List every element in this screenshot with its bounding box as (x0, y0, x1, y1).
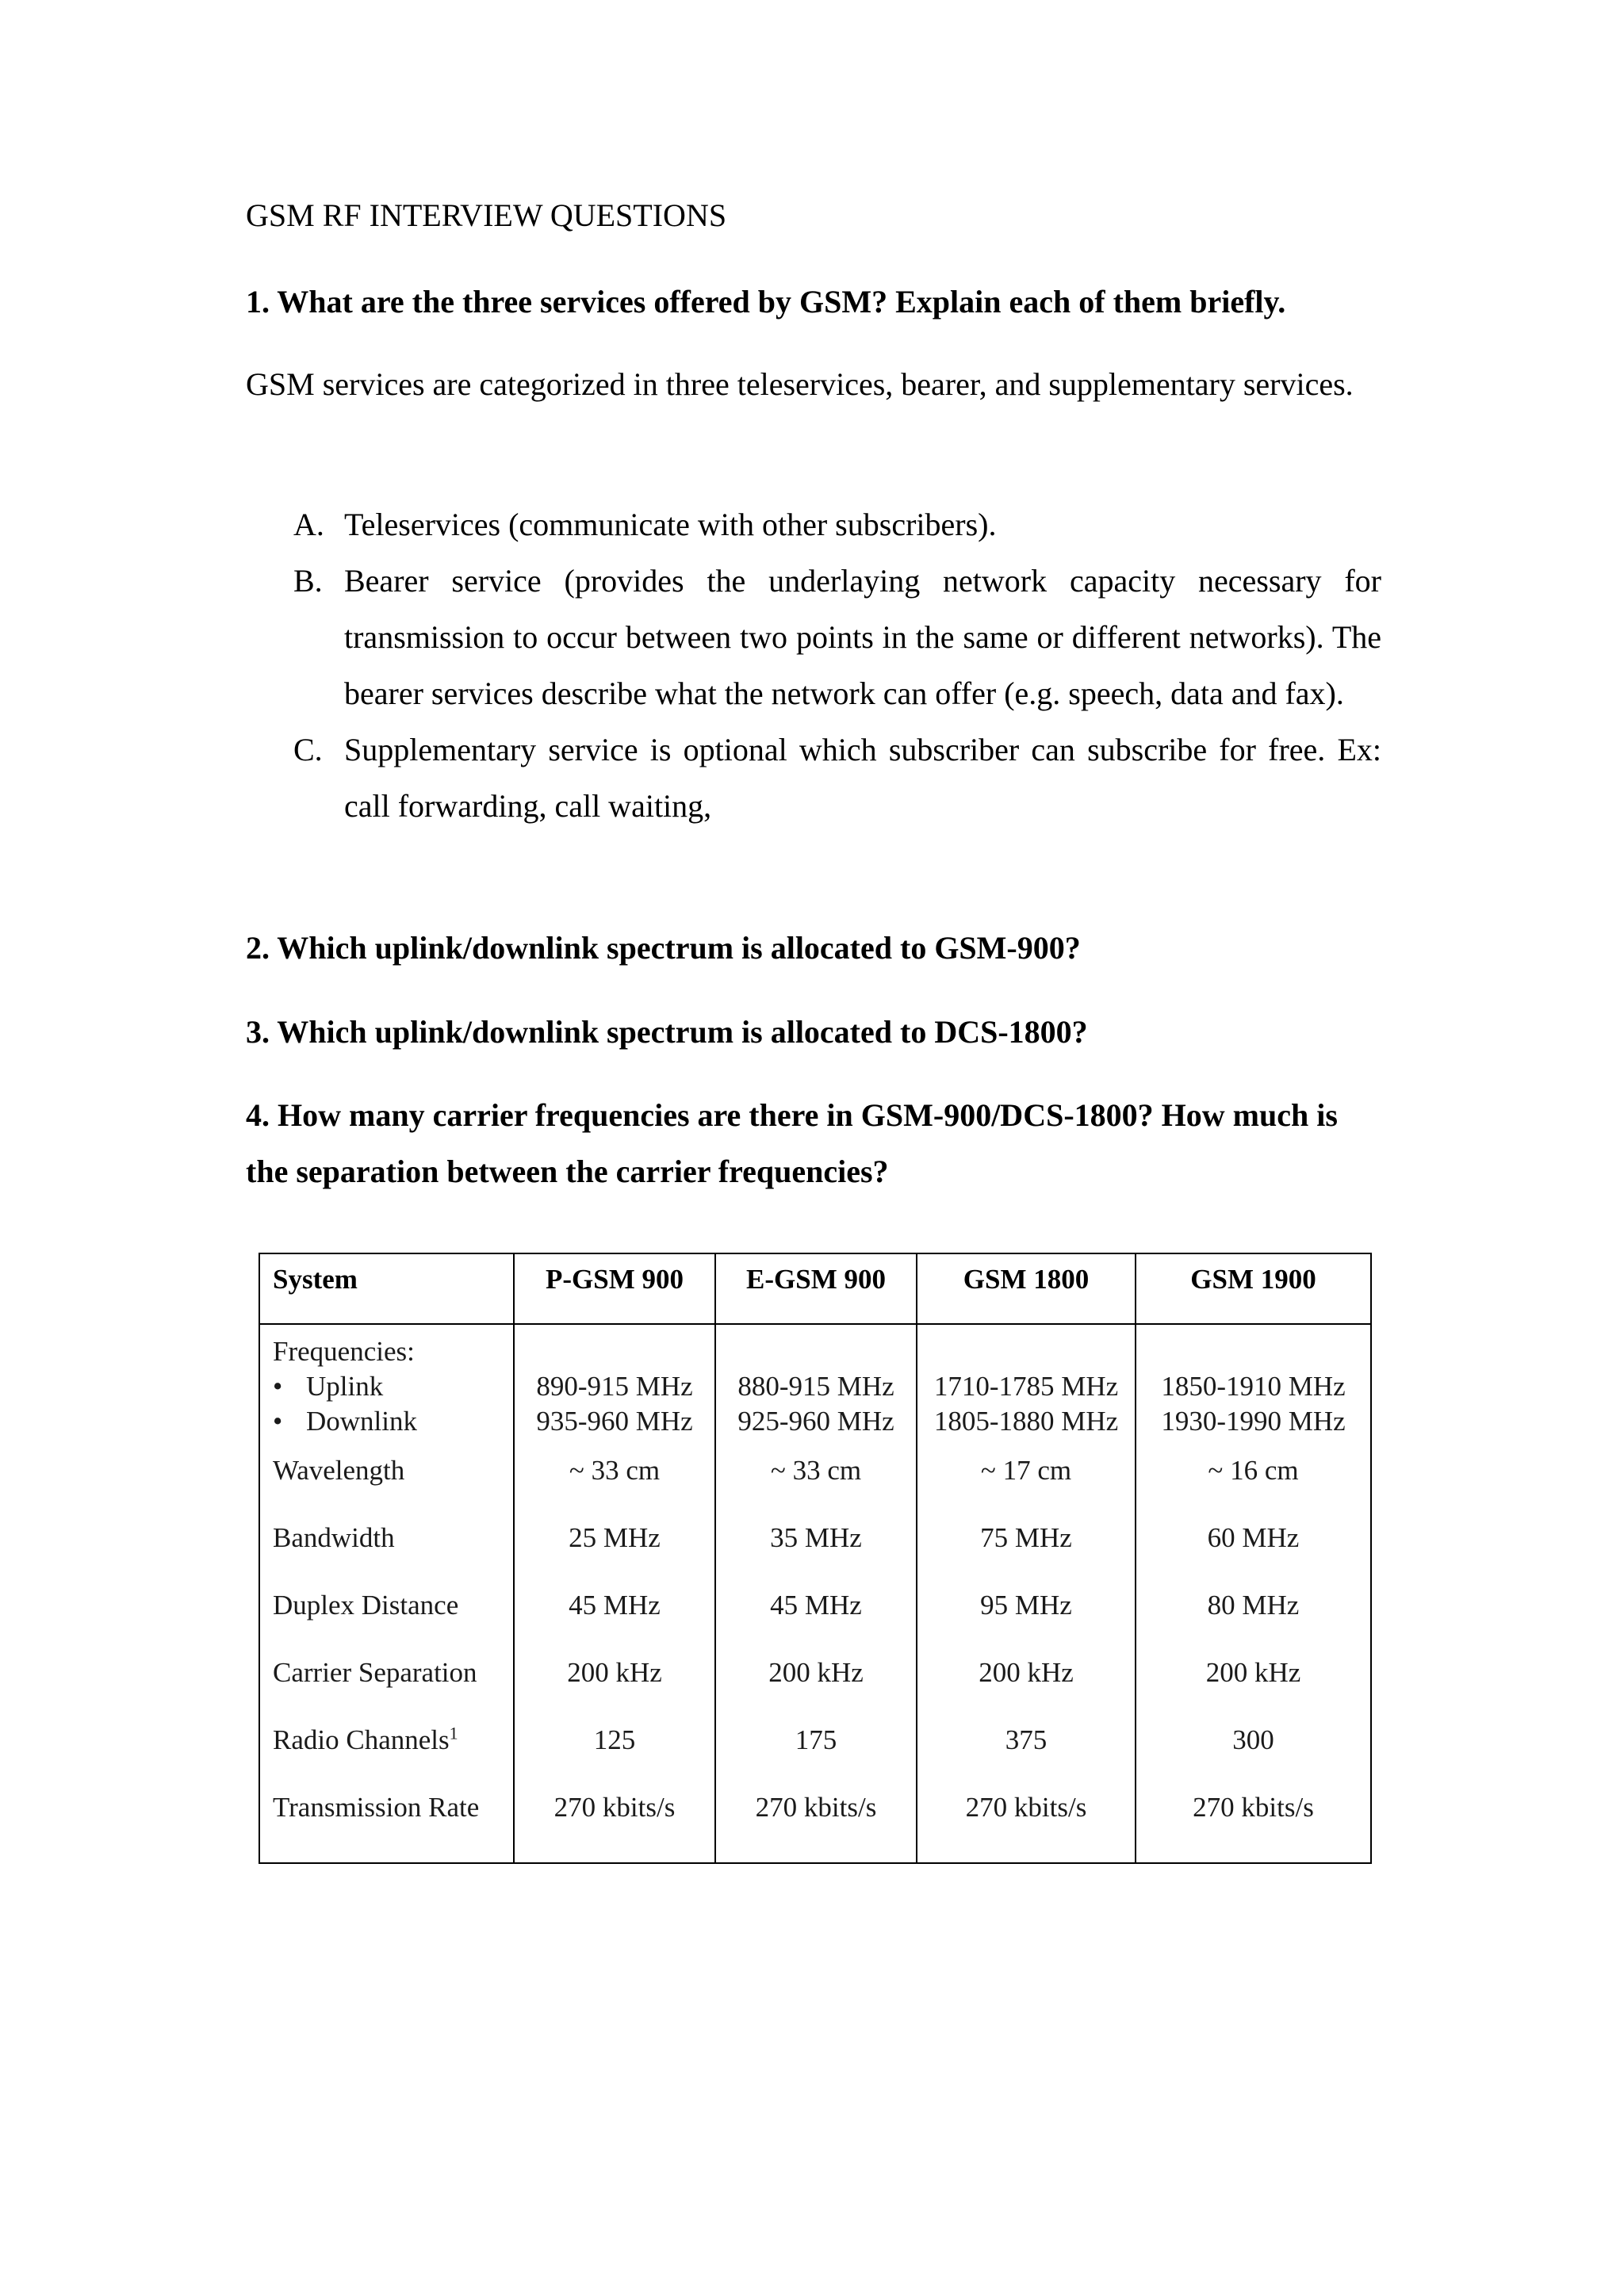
uplink-value: 880-915 MHz (737, 1371, 894, 1402)
column-p-gsm-900 (514, 1324, 715, 1862)
header-e-gsm-900: E-GSM 900 (715, 1254, 917, 1324)
row-label-radio-channels: Radio Channels$^1$ (273, 1723, 458, 1755)
header-gsm-1800: GSM 1800 (917, 1254, 1136, 1324)
table-cell: 270 kbits/s (553, 1792, 676, 1823)
downlink-value: 925-960 MHz (737, 1406, 894, 1437)
table-cell: 270 kbits/s (1193, 1792, 1314, 1823)
uplink-value: 1850-1910 MHz (1161, 1371, 1346, 1402)
table-cell: 45 MHz (770, 1590, 862, 1621)
footnote-marker: 1 (449, 1723, 458, 1743)
uplink-label: Uplink (306, 1371, 384, 1402)
question-1: 1. What are the three services offered by GSM? Explain each of them briefly. (246, 284, 1286, 320)
list-item (293, 553, 1381, 721)
table-cell: ~ 17 cm (980, 1455, 1072, 1486)
question-2: 2. Which uplink/downlink spectrum is allocated to GSM-900? (246, 930, 1081, 966)
table-cell: 95 MHz (980, 1590, 1072, 1621)
downlink-label: Downlink (306, 1406, 417, 1437)
table-cell: 45 MHz (569, 1590, 661, 1621)
column-e-gsm-900 (715, 1324, 917, 1862)
downlink-value: 935-960 MHz (536, 1406, 693, 1437)
table-cell: 60 MHz (1207, 1522, 1300, 1553)
question-4: 4. How many carrier frequencies are there in GSM-900/DCS-1800? How much is the separation between the carrier frequencies? (246, 1097, 1338, 1189)
row-labels-column (260, 1324, 514, 1862)
table-cell: 25 MHz (569, 1522, 661, 1553)
header-p-gsm-900: P-GSM 900 (514, 1254, 715, 1324)
row-label-bandwidth: Bandwidth (273, 1522, 395, 1553)
list-marker: A. (293, 507, 324, 542)
table-cell: 270 kbits/s (755, 1792, 877, 1823)
bullet-icon: • (273, 1371, 283, 1402)
table-body-row (260, 1324, 1370, 1862)
table-cell: 125 (593, 1724, 636, 1755)
table-cell: 200 kHz (768, 1657, 864, 1688)
list-item-text: Bearer service (provides the underlaying network capacity necessary for transmission to occur between two points in the same or different networks). The bearer services describe what the network can offer (e.g. speech, data and fax). (344, 563, 1381, 711)
frequencies-label: Frequencies: (273, 1336, 415, 1367)
table-cell: 175 (795, 1724, 837, 1755)
row-label-wavelength: Wavelength (273, 1455, 405, 1486)
table-cell: 200 kHz (1205, 1657, 1301, 1688)
row-label-carrier-separation: Carrier Separation (273, 1657, 477, 1688)
list-marker: B. (293, 563, 323, 599)
row-label-duplex-distance: Duplex Distance (273, 1590, 459, 1621)
downlink-bullet-item (260, 1404, 513, 1439)
uplink-value: 1710-1785 MHz (933, 1371, 1119, 1402)
bullet-icon: • (273, 1406, 283, 1437)
table-cell: ~ 33 cm (569, 1455, 661, 1486)
column-gsm-1800 (917, 1324, 1136, 1862)
column-gsm-1900 (1136, 1324, 1370, 1862)
header-system: System (260, 1254, 514, 1324)
uplink-value: 890-915 MHz (536, 1371, 693, 1402)
uplink-bullet-item (260, 1369, 513, 1404)
table-cell: 75 MHz (980, 1522, 1072, 1553)
table-cell: 300 (1232, 1724, 1274, 1755)
header-gsm-1900: GSM 1900 (1136, 1254, 1370, 1324)
table-header-row (260, 1254, 1370, 1324)
table-cell: 200 kHz (567, 1657, 662, 1688)
list-item-text: Teleservices (communicate with other subscribers). (344, 507, 997, 542)
table-cell: 270 kbits/s (965, 1792, 1087, 1823)
services-list (293, 496, 1381, 834)
document-title: GSM RF INTERVIEW QUESTIONS (246, 197, 727, 233)
list-item (293, 721, 1381, 834)
table-cell: ~ 16 cm (1208, 1455, 1299, 1486)
table-cell: 80 MHz (1207, 1590, 1300, 1621)
table-cell: ~ 33 cm (770, 1455, 862, 1486)
downlink-value: 1805-1880 MHz (933, 1406, 1119, 1437)
list-item-text: Supplementary service is optional which subscriber can subscribe for free. Ex: call forwarding, call waiting, (344, 732, 1381, 824)
question-3: 3. Which uplink/downlink spectrum is allocated to DCS-1800? (246, 1014, 1088, 1050)
list-marker: C. (293, 732, 323, 767)
list-item (293, 496, 1381, 553)
answer-1-intro: GSM services are categorized in three teleservices, bearer, and supplementary services. (246, 366, 1354, 402)
gsm-bands-table (259, 1253, 1372, 1864)
table-cell: 200 kHz (979, 1657, 1074, 1688)
table-cell: 375 (1005, 1724, 1048, 1755)
row-label-transmission-rate: Transmission Rate (273, 1792, 480, 1823)
table-cell: 35 MHz (770, 1522, 862, 1553)
downlink-value: 1930-1990 MHz (1161, 1406, 1346, 1437)
